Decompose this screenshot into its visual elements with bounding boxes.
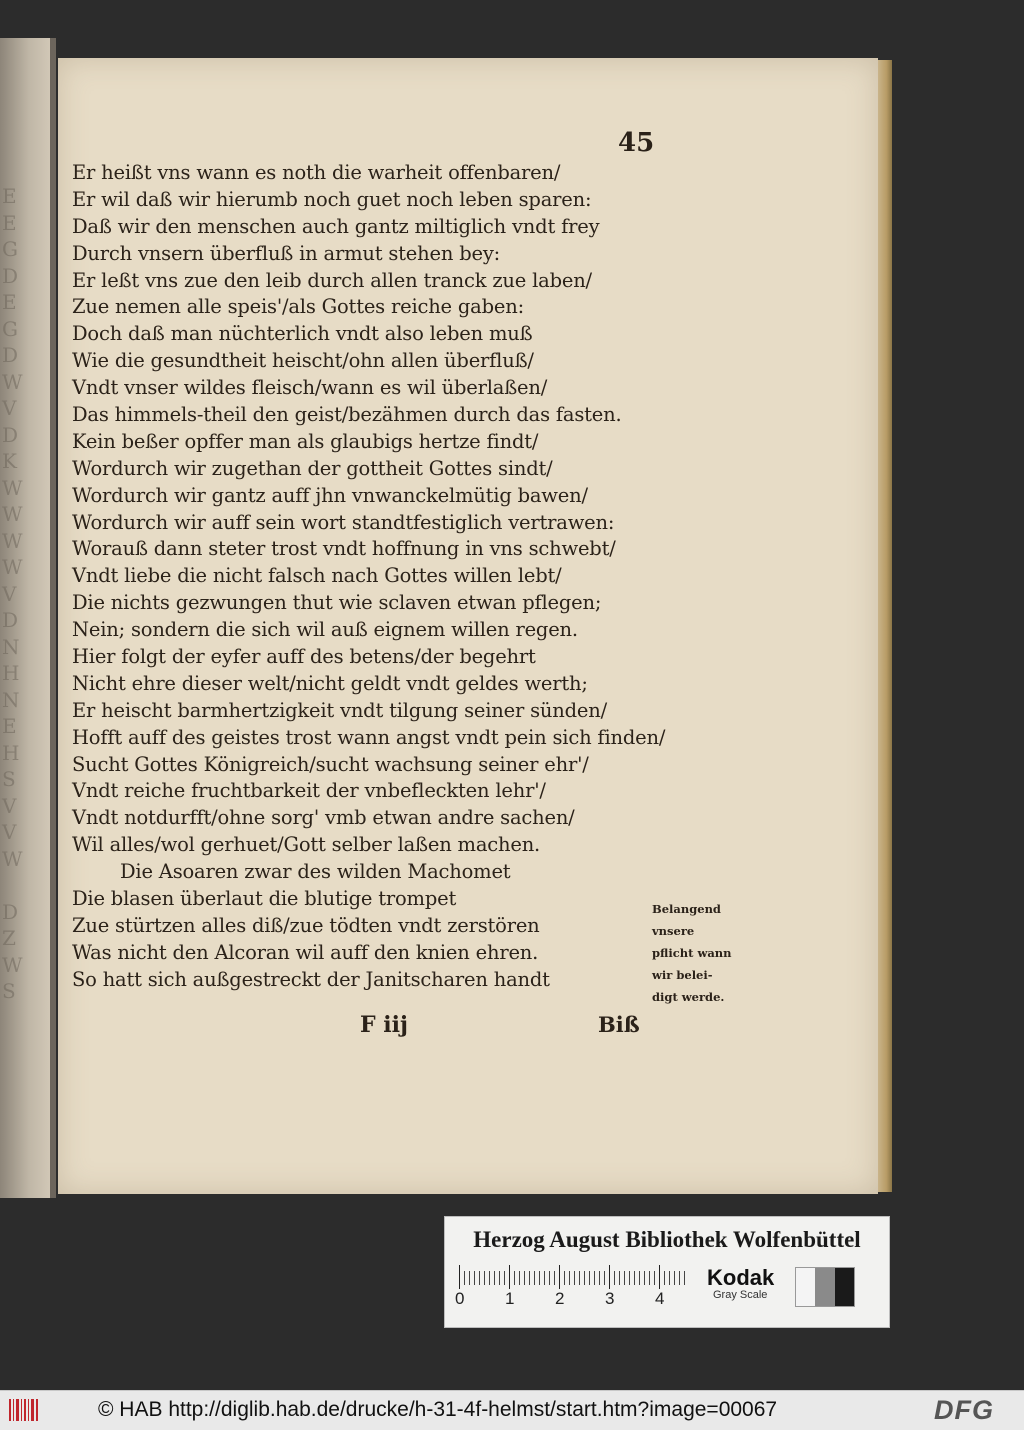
- ruler-tick: [659, 1265, 660, 1289]
- previous-page-letter: V: [2, 820, 17, 844]
- text-line: Die nichts gezwungen thut wie sclaven etwan pflegen;: [72, 591, 602, 615]
- ruler-tick: [519, 1271, 520, 1285]
- ruler-tick: [479, 1271, 480, 1285]
- ruler-tick: [674, 1271, 675, 1285]
- text-line: Vndt notdurfft/ohne sorg' vmb etwan andre sachen/: [72, 806, 575, 830]
- ruler-tick: [604, 1271, 605, 1285]
- text-line: Wordurch wir gantz auff jhn vnwanckelmütig bawen/: [72, 483, 588, 507]
- text-line: Nein; sondern die sich wil auß eignem willen regen.: [72, 618, 578, 642]
- text-line: So hatt sich außgestreckt der Janitscharen handt: [72, 967, 550, 991]
- previous-page-letter: W: [2, 475, 23, 500]
- text-line: Wordurch wir zugethan der gottheit Gottes sindt/: [72, 456, 553, 480]
- text-line: Wil alles/wol gerhuet/Gott selber laßen machen.: [72, 833, 541, 857]
- ruler-tick: [629, 1271, 630, 1285]
- text-line: Zue stürtzen alles diß/zue tödten vndt zerstören: [72, 913, 540, 937]
- footer-url[interactable]: © HAB http://diglib.hab.de/drucke/h-31-4f-helmst/start.htm?image=00067: [98, 1398, 778, 1421]
- ruler-tick: [609, 1265, 610, 1289]
- catchword: Biß: [598, 1012, 640, 1037]
- previous-page-letter: W: [2, 846, 23, 871]
- ruler-tick: [614, 1271, 615, 1285]
- ruler-tick: [584, 1271, 585, 1285]
- marginal-note-line: digt werde.: [652, 990, 725, 1004]
- text-line: Was nicht den Alcoran wil auff den knien ehren.: [72, 940, 539, 964]
- ruler-tick: [549, 1271, 550, 1285]
- previous-page-letter: D: [2, 263, 19, 288]
- ruler-tick: [579, 1271, 580, 1285]
- previous-page-letter: D: [2, 608, 19, 632]
- ruler-tick: [464, 1271, 465, 1285]
- ruler-tick: [509, 1265, 510, 1289]
- ruler-tick: [499, 1271, 500, 1285]
- ruler-tick: [529, 1271, 530, 1285]
- ruler-tick: [634, 1271, 635, 1285]
- previous-page-letter: V: [2, 793, 17, 818]
- previous-page-letter: H: [2, 740, 20, 765]
- previous-page-letter: N: [2, 687, 20, 712]
- marginal-note-line: wir belei-: [652, 968, 713, 982]
- text-line: Kein beßer opffer man als glaubigs hertze findt/: [72, 429, 539, 453]
- previous-page-letter: W: [2, 952, 23, 977]
- gray-scale-label: Gray Scale: [713, 1289, 768, 1301]
- ruler-number: 3: [605, 1289, 615, 1308]
- text-line: Hofft auff des geistes trost wann angst vndt pein sich finden/: [72, 725, 666, 749]
- previous-page-letter: S: [2, 979, 16, 1003]
- text-line: Die blasen überlaut die blutige trompet: [72, 887, 457, 911]
- ruler-tick: [539, 1271, 540, 1285]
- text-line: Worauß dann steter trost vndt hoffnung in vns schwebt/: [72, 537, 616, 561]
- ruler-tick: [524, 1271, 525, 1285]
- ruler-tick: [534, 1271, 535, 1285]
- ruler-tick: [484, 1271, 485, 1285]
- previous-page-letter: D: [2, 343, 19, 367]
- ruler-tick: [589, 1271, 590, 1285]
- text-line: Er heischt barmhertzigkeit vndt tilgung seiner sünden/: [72, 698, 607, 722]
- previous-page-letter: W: [2, 555, 23, 579]
- ruler-tick: [474, 1271, 475, 1285]
- library-name: Herzog August Bibliothek Wolfenbüttel: [473, 1227, 861, 1252]
- previous-page-letter: V: [2, 581, 17, 606]
- gray-scale-swatch: [795, 1267, 855, 1307]
- ruler-number: 1: [505, 1289, 515, 1308]
- previous-page-letter: W: [2, 528, 23, 553]
- library-color-card: [444, 1216, 890, 1328]
- ruler-tick: [649, 1271, 650, 1285]
- ruler-tick: [594, 1271, 595, 1285]
- text-line: Er leßt vns zue den leib durch allen tranck zue laben/: [72, 268, 592, 292]
- ruler-tick: [664, 1271, 665, 1285]
- ruler-number: 4: [655, 1289, 665, 1308]
- text-line: Nicht ehre dieser welt/nicht geldt vndt geldes werth;: [72, 671, 588, 695]
- marginal-note: [652, 898, 752, 1008]
- ruler-tick: [669, 1271, 670, 1285]
- marginal-note-line: Belangend: [652, 902, 721, 916]
- hab-barcode-logo-icon: [8, 1397, 40, 1423]
- previous-page-letter: E: [2, 210, 17, 235]
- text-line: Vndt vnser wildes fleisch/wann es wil überlaßen/: [72, 376, 548, 400]
- ruler-tick: [514, 1271, 515, 1285]
- previous-page-letter: E: [2, 290, 17, 314]
- marginal-note-line: vnsere: [652, 924, 695, 938]
- previous-page-letter: [2, 872, 46, 899]
- text-line: Vndt reiche fruchtbarkeit der vnbefleckten lehr'/: [72, 779, 546, 803]
- text-line: Wie die gesundtheit heischt/ohn allen überfluß/: [72, 349, 534, 373]
- ruler-tick: [624, 1271, 625, 1285]
- previous-page-letter: N: [2, 634, 20, 659]
- ruler-number: 2: [555, 1289, 565, 1308]
- previous-page-edge: [0, 38, 52, 1198]
- ruler-tick: [574, 1271, 575, 1285]
- ruler-tick: [654, 1271, 655, 1285]
- ruler-tick: [489, 1271, 490, 1285]
- previous-page-letter: E: [2, 714, 17, 738]
- page-edge-right: [878, 60, 892, 1192]
- text-line: Die Asoaren zwar des wilden Machomet: [120, 860, 511, 884]
- ruler-tick: [684, 1271, 685, 1285]
- previous-page-letters: [2, 183, 46, 1005]
- dfg-logo: DFG: [934, 1395, 994, 1425]
- ruler-tick: [564, 1271, 565, 1285]
- text-line: Vndt liebe die nicht falsch nach Gottes willen lebt/: [72, 564, 562, 588]
- ruler-tick: [494, 1271, 495, 1285]
- previous-page-letter: W: [2, 502, 23, 526]
- previous-page-letter: D: [2, 899, 19, 924]
- previous-page-letter: H: [2, 661, 20, 685]
- previous-page-letter: Z: [2, 926, 16, 950]
- previous-page-letter: G: [2, 237, 18, 261]
- previous-page-letter: K: [2, 449, 17, 473]
- previous-page-letter: E: [2, 184, 17, 208]
- gray-swatch-patch: [796, 1268, 815, 1306]
- previous-page-letter: V: [2, 396, 17, 420]
- gray-swatch-patch: [815, 1268, 834, 1306]
- ruler-tick: [504, 1271, 505, 1285]
- text-line: Er wil daß wir hierumb noch guet noch leben sparen:: [72, 187, 592, 211]
- ruler-tick: [619, 1271, 620, 1285]
- footer-bar: [0, 1390, 1024, 1430]
- ruler-tick: [554, 1271, 555, 1285]
- ruler-tick: [569, 1271, 570, 1285]
- ruler-tick: [599, 1271, 600, 1285]
- previous-page-letter: S: [2, 767, 16, 791]
- ruler-number: 0: [455, 1289, 465, 1308]
- ruler-tick: [559, 1265, 560, 1289]
- gray-swatch-patch: [835, 1268, 854, 1306]
- previous-page-letter: D: [2, 422, 19, 447]
- ruler-tick: [644, 1271, 645, 1285]
- text-line: Doch daß man nüchterlich vndt also leben muß: [72, 322, 533, 346]
- text-line: Zue nemen alle speis'/als Gottes reiche gaben:: [72, 295, 524, 319]
- text-line: Daß wir den menschen auch gantz miltiglich vndt frey: [72, 214, 600, 238]
- previous-page-letter: G: [2, 316, 18, 341]
- marginal-note-line: pflicht wann: [652, 946, 732, 960]
- text-line: Er heißt vns wann es noth die warheit offenbaren/: [72, 161, 561, 184]
- previous-page-letter: W: [2, 369, 23, 394]
- poem-text: [72, 160, 666, 994]
- ruler-tick: [469, 1271, 470, 1285]
- ruler-tick: [639, 1271, 640, 1285]
- text-line: Sucht Gottes Königreich/sucht wachsung seiner ehr'/: [72, 752, 589, 776]
- kodak-logo: Kodak: [707, 1265, 775, 1290]
- ruler-tick: [679, 1271, 680, 1285]
- text-line: Wordurch wir auff sein wort standtfestiglich vertrawen:: [72, 510, 615, 534]
- text-line: Hier folgt der eyfer auff des betens/der begehrt: [72, 645, 536, 669]
- text-line: Das himmels-theil den geist/bezähmen durch das fasten.: [72, 403, 622, 427]
- signature-mark: F iij: [360, 1012, 408, 1038]
- text-line: Durch vnsern überfluß in armut stehen bey:: [72, 241, 501, 265]
- ruler-tick: [544, 1271, 545, 1285]
- ruler-tick: [459, 1265, 460, 1289]
- page-number: 45: [618, 128, 655, 158]
